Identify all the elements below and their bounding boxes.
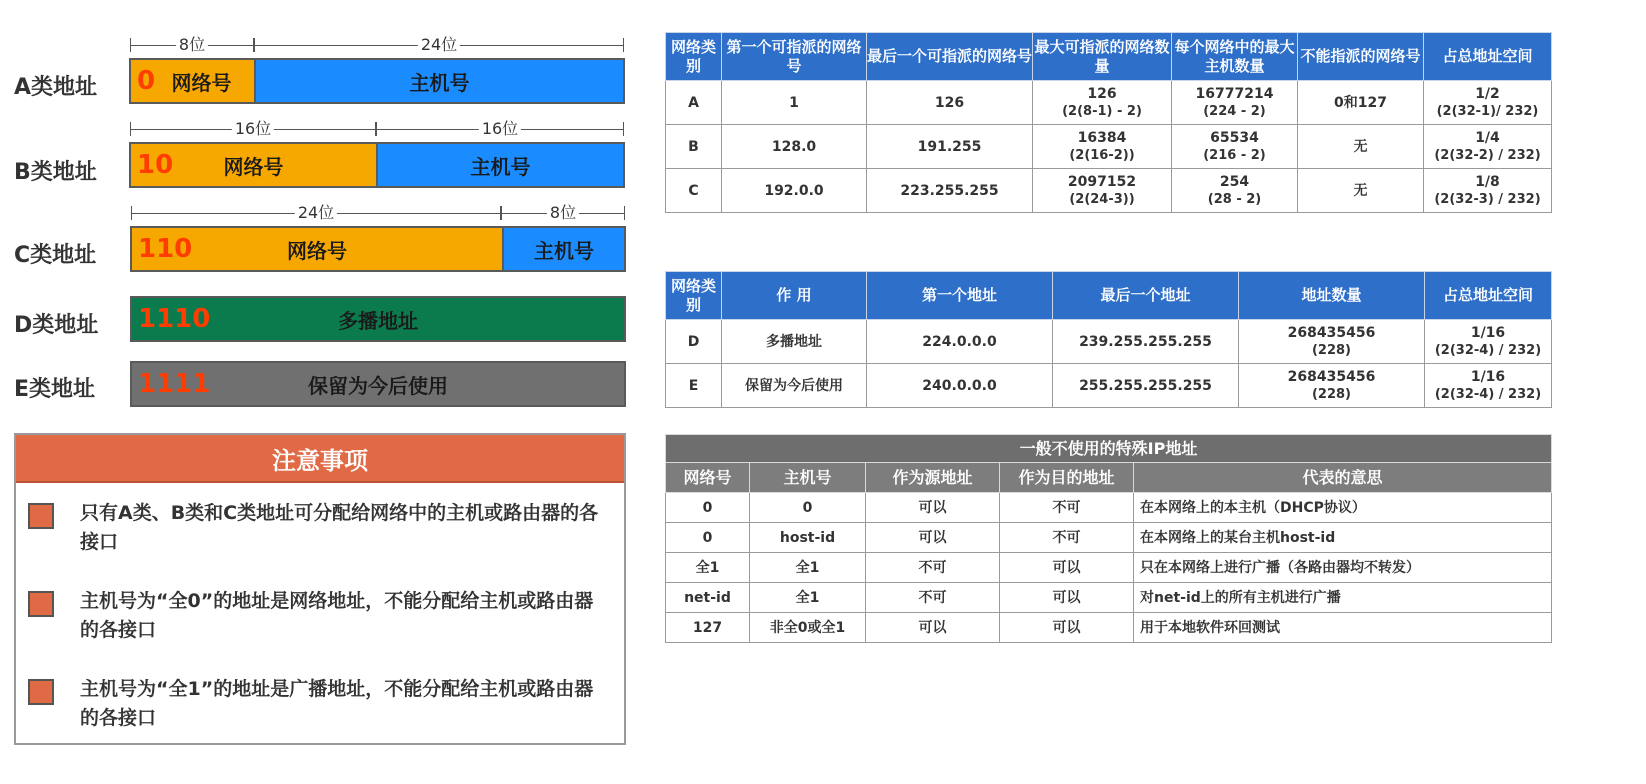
col-header: 网络类别	[666, 33, 722, 81]
bullet-square-icon	[28, 591, 54, 617]
table-row	[666, 553, 1552, 583]
cell-formula: (224 - 2)	[1203, 103, 1266, 119]
table-row	[666, 364, 1552, 408]
cell-value: 268435456	[1287, 368, 1376, 385]
col-header: 作 用	[722, 272, 867, 320]
table-cell: 223.255.255	[867, 169, 1033, 213]
table-cell	[1425, 364, 1552, 408]
col-header: 网络号	[666, 463, 750, 493]
table-cell: A	[666, 81, 722, 125]
cell-formula: (2(32-3) / 232)	[1434, 191, 1541, 207]
note-item	[28, 675, 608, 733]
host-segment	[502, 228, 624, 270]
col-header: 不能指派的网络号	[1298, 33, 1424, 81]
table-cell: 255.255.255.255	[1053, 364, 1239, 408]
cell-formula: (2(32-4) / 232)	[1434, 386, 1542, 402]
class-e-label: E类地址	[14, 377, 96, 402]
cell-formula: (2(32-1)/ 232)	[1436, 103, 1539, 119]
notes-title: 注意事项	[16, 435, 624, 483]
dim-label: 24位	[418, 35, 460, 55]
cell-formula: (28 - 2)	[1207, 191, 1262, 207]
class-b-label: B类地址	[14, 160, 97, 185]
cell-formula: (2(32-4) / 232)	[1434, 342, 1542, 358]
table-cell: B	[666, 125, 722, 169]
table-row	[666, 81, 1552, 125]
host-segment	[376, 144, 623, 186]
table-cell: 可以	[1000, 553, 1134, 583]
cell-value: 1/16	[1470, 368, 1506, 385]
dim-label: 16位	[232, 119, 274, 139]
cell-formula: (2(32-2) / 232)	[1434, 147, 1541, 163]
col-header: 代表的意思	[1134, 463, 1552, 493]
table-cell	[1425, 320, 1552, 364]
col-header: 最后一个地址	[1053, 272, 1239, 320]
abc-class-table	[665, 32, 1552, 213]
table-cell	[1033, 169, 1172, 213]
cell-value: 1/2	[1475, 85, 1500, 102]
table-cell: 不可	[1000, 493, 1134, 523]
cell-formula: (216 - 2)	[1203, 147, 1266, 163]
table-cell: 对net-id上的所有主机进行广播	[1134, 583, 1552, 613]
table-caption: 一般不使用的特殊IP地址	[666, 435, 1552, 463]
dim-a-host	[254, 35, 624, 55]
host-label: 主机号	[470, 154, 531, 179]
table-cell: 0	[750, 493, 866, 523]
class-d-bar	[130, 296, 626, 342]
col-header: 作为源地址	[866, 463, 1000, 493]
reserved-segment	[132, 363, 624, 405]
host-label: 主机号	[409, 70, 470, 95]
dim-c-host	[501, 203, 625, 223]
table-cell: host-id	[750, 523, 866, 553]
table-cell: 192.0.0	[722, 169, 867, 213]
dim-a-net	[130, 35, 254, 55]
table-cell: 不可	[866, 583, 1000, 613]
class-a-label: A类地址	[14, 75, 98, 100]
notes-panel	[14, 433, 626, 745]
table-cell: 224.0.0.0	[867, 320, 1053, 364]
table-cell: 可以	[1000, 583, 1134, 613]
table-cell: 非全0或全1	[750, 613, 866, 643]
network-segment	[132, 228, 502, 270]
table-cell: 无	[1298, 125, 1424, 169]
class-c-label: C类地址	[14, 243, 97, 268]
dim-label: 16位	[479, 119, 521, 139]
network-label: 网络号	[171, 70, 232, 95]
table-cell	[1424, 169, 1552, 213]
table-cell: 可以	[866, 613, 1000, 643]
leading-bits: 10	[137, 150, 174, 180]
table-cell	[1033, 125, 1172, 169]
table-cell: 保留为今后使用	[722, 364, 867, 408]
note-text: 主机号为“全1”的地址是广播地址，不能分配给主机或路由器的各接口	[80, 678, 594, 729]
table-cell: 0	[666, 493, 750, 523]
table-row	[666, 320, 1552, 364]
table-cell: 可以	[1000, 613, 1134, 643]
table-row	[666, 613, 1552, 643]
table-cell: 全1	[750, 553, 866, 583]
table-cell: 用于本地软件环回测试	[1134, 613, 1552, 643]
cell-formula: (2(8-1) - 2)	[1062, 103, 1142, 119]
cell-formula: (2(24-3))	[1069, 191, 1135, 207]
table-cell: 全1	[666, 553, 750, 583]
dim-label: 8位	[176, 35, 208, 55]
note-item	[28, 499, 608, 557]
table-cell	[1172, 125, 1298, 169]
class-e-bar	[130, 361, 626, 407]
table-cell: 0和127	[1298, 81, 1424, 125]
network-label: 网络号	[287, 238, 347, 263]
table-row	[666, 169, 1552, 213]
table-row	[666, 493, 1552, 523]
multicast-label: 多播地址	[338, 308, 418, 333]
table-cell: 全1	[750, 583, 866, 613]
table-row	[666, 125, 1552, 169]
multicast-segment	[132, 298, 624, 340]
table-cell: 在本网络上的本主机（DHCP协议）	[1134, 493, 1552, 523]
dim-b-net	[130, 119, 376, 139]
class-b-bar	[129, 142, 625, 188]
table-cell: 1	[722, 81, 867, 125]
dim-label: 24位	[295, 203, 337, 223]
table-cell: 191.255	[867, 125, 1033, 169]
bullet-square-icon	[28, 503, 54, 529]
table-cell: 240.0.0.0	[867, 364, 1053, 408]
cell-formula: (228)	[1311, 342, 1352, 358]
cell-value: 254	[1219, 173, 1250, 190]
table-cell: 可以	[866, 523, 1000, 553]
note-item	[28, 587, 608, 645]
cell-value: 16384	[1077, 129, 1127, 146]
cell-value: 268435456	[1287, 324, 1376, 341]
table-cell: net-id	[666, 583, 750, 613]
cell-formula: (2(16-2))	[1069, 147, 1135, 163]
reserved-label: 保留为今后使用	[308, 373, 448, 398]
table-cell: C	[666, 169, 722, 213]
de-class-table	[665, 271, 1552, 408]
cell-value: 16777214	[1195, 85, 1274, 102]
class-d-label: D类地址	[14, 313, 99, 338]
table-cell: 无	[1298, 169, 1424, 213]
table-cell: E	[666, 364, 722, 408]
leading-bits: 0	[137, 66, 156, 96]
bullet-square-icon	[28, 679, 54, 705]
dim-label: 8位	[547, 203, 579, 223]
table-cell: 不可	[866, 553, 1000, 583]
table-cell: 128.0	[722, 125, 867, 169]
table-row	[666, 523, 1552, 553]
leading-bits: 1110	[138, 304, 211, 334]
table-cell	[1239, 320, 1425, 364]
table-cell: 239.255.255.255	[1053, 320, 1239, 364]
special-ip-table	[665, 434, 1552, 643]
table-cell: 可以	[866, 493, 1000, 523]
network-segment	[131, 144, 376, 186]
cell-formula: (228)	[1311, 386, 1352, 402]
network-segment	[131, 60, 254, 102]
table-cell	[1172, 81, 1298, 125]
cell-value: 65534	[1210, 129, 1259, 146]
leading-bits: 1111	[138, 369, 211, 399]
table-cell: 不可	[1000, 523, 1134, 553]
cell-value: 1/8	[1475, 173, 1500, 190]
dim-b-host	[376, 119, 624, 139]
table-cell: 多播地址	[722, 320, 867, 364]
col-header: 最后一个可指派的网络号	[867, 33, 1033, 81]
cell-value: 1/16	[1470, 324, 1506, 341]
table-cell	[1033, 81, 1172, 125]
network-label: 网络号	[223, 154, 284, 179]
col-header: 每个网络中的最大主机数量	[1172, 33, 1298, 81]
cell-value: 2097152	[1067, 173, 1137, 190]
col-header: 第一个可指派的网络号	[722, 33, 867, 81]
table-cell: D	[666, 320, 722, 364]
note-text: 主机号为“全0”的地址是网络地址，不能分配给主机或路由器的各接口	[80, 590, 594, 641]
class-a-bar	[129, 58, 625, 104]
class-c-bar	[130, 226, 626, 272]
note-text: 只有A类、B类和C类地址可分配给网络中的主机或路由器的各接口	[80, 502, 599, 553]
table-cell	[1239, 364, 1425, 408]
leading-bits: 110	[138, 234, 193, 264]
table-cell: 126	[867, 81, 1033, 125]
col-header: 占总地址空间	[1424, 33, 1552, 81]
dim-c-net	[131, 203, 501, 223]
col-header: 网络类别	[666, 272, 722, 320]
col-header: 作为目的地址	[1000, 463, 1134, 493]
col-header: 主机号	[750, 463, 866, 493]
host-segment	[254, 60, 623, 102]
table-cell: 127	[666, 613, 750, 643]
col-header: 最大可指派的网络数量	[1033, 33, 1172, 81]
table-cell	[1172, 169, 1298, 213]
col-header: 地址数量	[1239, 272, 1425, 320]
cell-value: 126	[1087, 85, 1117, 102]
cell-value: 1/4	[1475, 129, 1500, 146]
table-cell: 只在本网络上进行广播（各路由器均不转发）	[1134, 553, 1552, 583]
col-header: 第一个地址	[867, 272, 1053, 320]
col-header: 占总地址空间	[1425, 272, 1552, 320]
table-cell	[1424, 125, 1552, 169]
table-cell: 在本网络上的某台主机host-id	[1134, 523, 1552, 553]
table-cell: 0	[666, 523, 750, 553]
table-row	[666, 583, 1552, 613]
host-label: 主机号	[534, 238, 594, 263]
table-cell	[1424, 81, 1552, 125]
